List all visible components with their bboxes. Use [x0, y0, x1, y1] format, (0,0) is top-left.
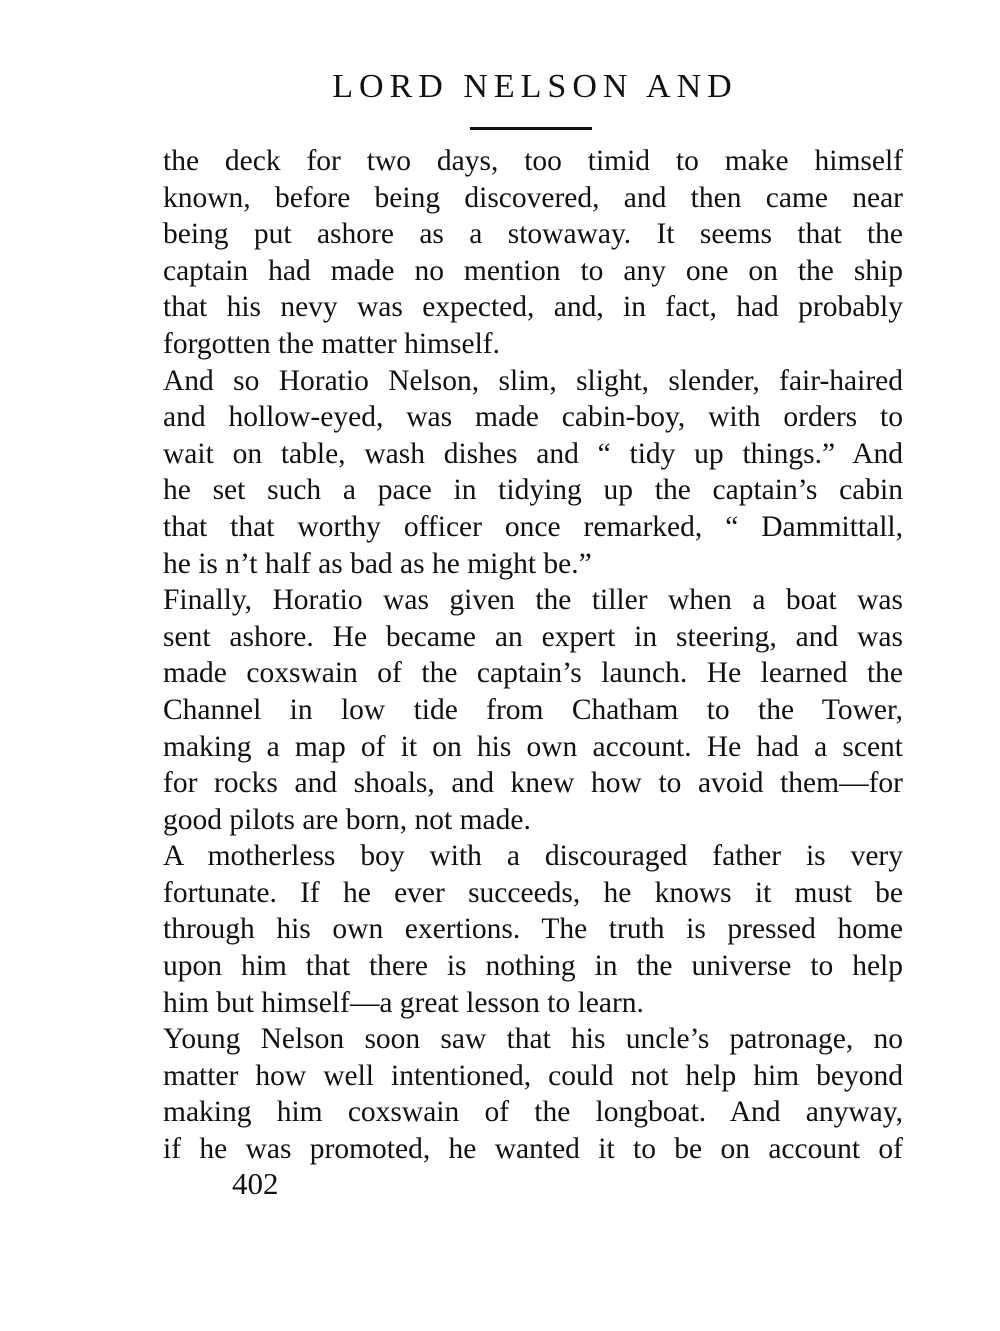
body-text: [163, 143, 903, 1168]
text-line: the deck for two days, too timid to make himself: [163, 145, 903, 177]
text-line: that his nevy was expected, and, in fact, had probably: [163, 291, 903, 324]
text-line: A motherless boy with a discouraged father is very: [163, 840, 903, 873]
text-line: he is n’t half as bad as he might be.”: [163, 547, 592, 580]
head-rule: [470, 127, 592, 130]
running-head: LORD NELSON AND: [332, 68, 738, 105]
text-line: if he was promoted, he wanted it to be on account of: [163, 1133, 903, 1166]
text-line: And so Horatio Nelson, slim, slight, slender, fair-haired: [163, 364, 903, 397]
text-line: he set such a pace in tidying up the captain’s cabin: [163, 474, 903, 507]
text-line: forgotten the matter himself.: [163, 327, 500, 360]
text-line: him but himself—a great lesson to learn.: [163, 986, 644, 1019]
text-line: Young Nelson soon saw that his uncle’s patronage, no: [163, 1023, 903, 1056]
text-line: Channel in low tide from Chatham to the Tower,: [163, 693, 903, 726]
text-line: sent ashore. He became an expert in steering, and was: [163, 620, 903, 653]
text-line: being put ashore as a stowaway. It seems that the: [163, 218, 903, 251]
page-number: 402: [232, 1166, 279, 1201]
text-line: known, before being discovered, and then came near: [163, 181, 903, 214]
text-line: through his own exertions. The truth is pressed home: [163, 913, 903, 946]
text-line: wait on table, wash dishes and “ tidy up things.” And: [163, 437, 903, 470]
text-line: for rocks and shoals, and knew how to avoid them—for: [163, 767, 903, 800]
text-line: matter how well intentioned, could not help him beyond: [163, 1059, 903, 1092]
text-line: making a map of it on his own account. He had a scent: [163, 730, 903, 763]
text-line: made coxswain of the captain’s launch. He learned the: [163, 657, 903, 690]
text-line: that that worthy officer once remarked, “ Dammittall,: [163, 510, 903, 543]
text-line: fortunate. If he ever succeeds, he knows it must be: [163, 876, 903, 909]
text-line: good pilots are born, not made.: [163, 803, 531, 836]
text-line: making him coxswain of the longboat. And anyway,: [163, 1096, 903, 1129]
text-line: captain had made no mention to any one on the ship: [163, 254, 903, 287]
text-line: Finally, Horatio was given the tiller when a boat was: [163, 584, 903, 617]
text-line: upon him that there is nothing in the universe to help: [163, 950, 903, 983]
text-line: and hollow-eyed, was made cabin-boy, with orders to: [163, 401, 903, 434]
